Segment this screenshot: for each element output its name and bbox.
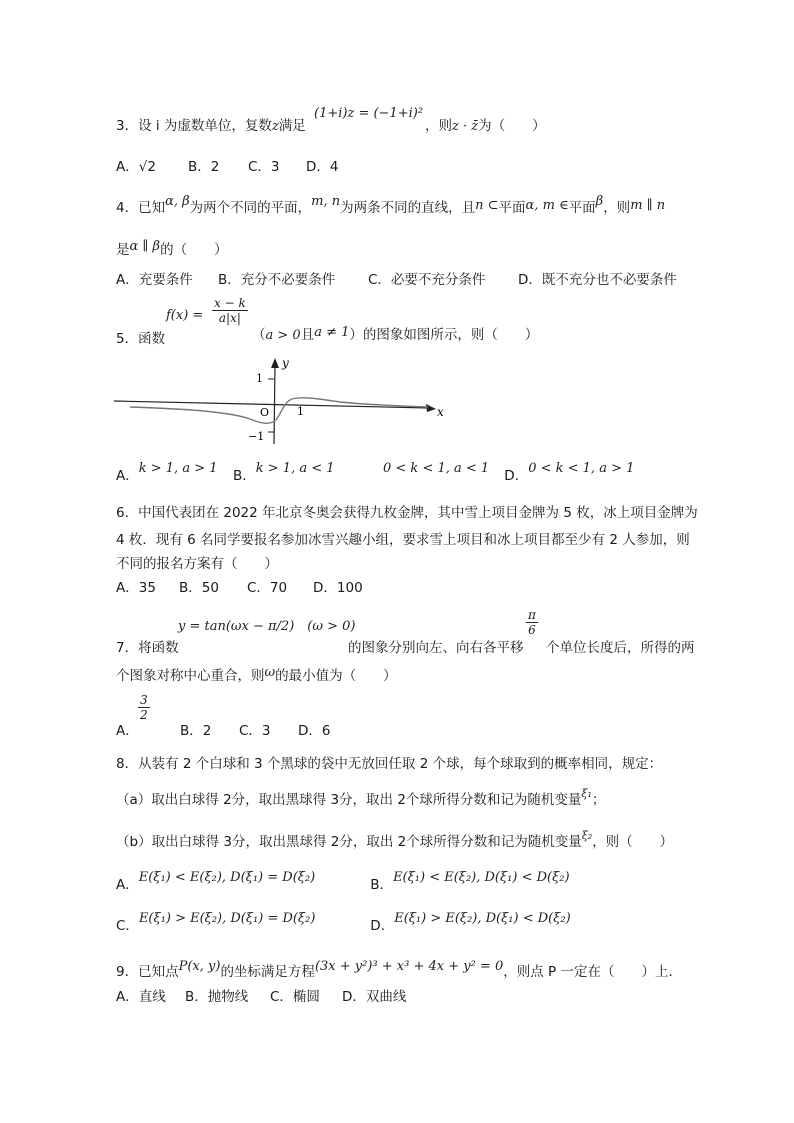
q5-label-1-y: 1: [256, 372, 263, 385]
q8-option-d-expr: E(ξ₁) > E(ξ₂), D(ξ₁) < D(ξ₂): [394, 911, 571, 926]
q7-option-c[interactable]: C．3: [239, 723, 271, 739]
q9-text-b: 的坐标满足方程: [220, 964, 315, 980]
q3-option-c[interactable]: C．3: [248, 159, 280, 175]
q8-xi1: ξ₁: [581, 787, 592, 800]
q5-option-d-label: D．: [504, 468, 529, 484]
q4-alpha-beta: α, β: [165, 194, 190, 209]
q5-fx: f(x) =: [166, 308, 204, 323]
q7-text-a: 7．将函数: [116, 640, 179, 656]
q4-text-e: 平面: [568, 200, 596, 216]
q8-line-b-text: （b）取出白球得 3分，取出黑球得 2分，取出 2个球所得分数和记为随机变量: [116, 834, 582, 850]
q9-option-a[interactable]: A．直线: [116, 989, 166, 1005]
q4-text-d: 平面: [498, 200, 526, 216]
q4-option-c[interactable]: C．必要不充分条件: [368, 272, 486, 288]
q5-option-d-expr: 0 < k < 1, a > 1: [528, 461, 635, 476]
q8-line-b-end: ，则（ ）: [592, 834, 674, 850]
q8-option-a-expr: E(ξ₁) < E(ξ₂), D(ξ₁) = D(ξ₂): [138, 870, 316, 885]
q8-option-c-expr: E(ξ₁) > E(ξ₂), D(ξ₁) = D(ξ₂): [138, 911, 316, 926]
q8-line-a: [116, 788, 605, 808]
q8-xi2: ξ₂: [581, 829, 593, 842]
q7-omega: ω: [264, 665, 276, 680]
q7-line2-b: 的最小值为（ ）: [275, 668, 397, 684]
q7-options: [116, 693, 331, 739]
q4-text-a: 4．已知: [116, 200, 166, 216]
q8-line-a-end: ；: [591, 792, 606, 808]
q7-option-d[interactable]: D．6: [298, 723, 331, 739]
q4-n-subset: n ⊂: [475, 198, 499, 213]
q3-text-d: 为（ ）: [478, 118, 546, 134]
q8-option-b[interactable]: [366, 870, 570, 893]
q8-option-b-label: B．: [370, 877, 394, 893]
q7-text-b: 的图象分别向左、向右各平移: [348, 640, 524, 656]
q5-cond-open: （: [252, 327, 266, 343]
q5-cond-1: a > 0: [265, 328, 301, 343]
q7-shift-fraction: [526, 608, 538, 637]
q7-option-b[interactable]: B．2: [180, 723, 212, 739]
q9-option-c[interactable]: C．椭圆: [270, 989, 320, 1005]
q6-option-a[interactable]: A．35: [116, 580, 156, 596]
q3-text-a: 3．设 i 为虚数单位，复数: [116, 118, 272, 134]
q5-option-a-expr: k > 1, a > 1: [138, 461, 218, 476]
q5-denominator: a|x|: [218, 311, 241, 325]
q7-line2-a: 个图象对称中心重合，则: [116, 668, 265, 684]
q5-option-a[interactable]: [116, 461, 233, 484]
q6-option-b[interactable]: B．50: [179, 580, 219, 596]
q9-options: [116, 985, 406, 1005]
q8-option-c-label: C．: [116, 918, 139, 934]
q5-options: [116, 461, 635, 484]
q5-condition: [252, 323, 538, 343]
q4-m-par-n: m ∥ n: [630, 198, 666, 213]
q4-text-g: 是: [116, 242, 130, 258]
q5-label-origin: O: [260, 406, 270, 419]
q5-y-axis-arrow: [271, 358, 279, 368]
q5-label-x: x: [437, 405, 444, 419]
q8-option-d-label: D．: [370, 918, 395, 934]
q5-text-a: 5．函数: [116, 331, 166, 347]
q3-option-b[interactable]: B．2: [188, 159, 220, 175]
q8-option-b-expr: E(ξ₁) < E(ξ₂), D(ξ₁) < D(ξ₂): [393, 870, 570, 885]
q4-beta: β: [595, 194, 604, 209]
q5-option-c[interactable]: [383, 461, 500, 484]
q5-cond-close: ）的图象如图所示，则（ ）: [349, 327, 539, 343]
q5-option-b[interactable]: [233, 461, 383, 484]
q6-option-c[interactable]: C．70: [247, 580, 288, 596]
q4-m-n: m, n: [311, 194, 341, 209]
q6-option-d[interactable]: D．100: [313, 580, 363, 596]
q3-text-c: ，则: [425, 118, 452, 134]
q4-line-2: [116, 238, 228, 258]
q4-option-a[interactable]: A．充要条件: [116, 272, 193, 288]
q4-option-b[interactable]: B．充分不必要条件: [218, 272, 336, 288]
q5-y-axis: [274, 364, 275, 444]
q5-label-1-x: 1: [297, 405, 304, 418]
q4-text-b: 为两个不同的平面，: [189, 200, 312, 216]
q3-stem: [116, 114, 306, 134]
q4-text-f: ，则: [603, 200, 631, 216]
q7-option-a[interactable]: [116, 693, 180, 739]
q5-option-c-expr: 0 < k < 1, a < 1: [383, 461, 490, 476]
q9-text-a: 9．已知点: [116, 964, 179, 980]
q7-line-2: [116, 664, 397, 684]
q7-shift-den: 6: [528, 623, 536, 637]
q9-stem: [116, 960, 682, 980]
q8-option-a[interactable]: [116, 870, 366, 893]
q7-option-a-den: 2: [140, 708, 148, 722]
q5-cond-2: a ≠ 1: [314, 325, 350, 340]
q8-option-d[interactable]: [366, 911, 571, 934]
q4-alpha-par-beta: α ∥ β: [129, 239, 161, 254]
q4-option-d[interactable]: D．既不充分也不必要条件: [518, 272, 677, 288]
q3-expr: z · z̄: [452, 119, 479, 134]
q8-line-a-text: （a）取出白球得 2分，取出黑球得 3分，取出 2个球所得分数和记为随机变量: [116, 792, 582, 808]
q5-numerator: x − k: [214, 296, 246, 310]
q7-option-a-label: A．: [116, 723, 139, 739]
q5-option-a-label: A．: [116, 468, 139, 484]
q6-line-1: 6．中国代表团在 2022 年北京冬奥会获得九枚金牌，其中雪上项目金牌为 5 枚，冰上项目金牌为: [116, 505, 698, 521]
q7-text-c: 个单位长度后，所得的两: [546, 640, 695, 656]
q4-alpha-m: α, m ∈: [525, 198, 569, 213]
q5-curve: [130, 398, 428, 424]
q6-line-3: 不同的报名方案有（ ）: [116, 556, 278, 572]
q6-options: [116, 576, 363, 596]
q8-options-row-2: [116, 911, 571, 934]
q9-point: P(x, y): [178, 959, 221, 974]
q8-option-c[interactable]: [116, 911, 366, 934]
q9-equation: (3x + y²)³ + x³ + 4x + y² = 0: [314, 959, 504, 974]
q7-option-a-num: 3: [140, 693, 148, 707]
q5-label-neg1: −1: [248, 430, 265, 443]
q7-option-a-fraction: [138, 693, 150, 722]
q8-line-b: [116, 830, 673, 850]
q5-x-axis-arrow: [426, 404, 436, 412]
q4-options: [116, 268, 677, 288]
q4-line-1: [116, 196, 665, 216]
q5-option-d[interactable]: [500, 461, 635, 484]
q8-line-1: 8．从装有 2 个白球和 3 个黑球的袋中无放回任取 2 个球，每个球取到的概率相同，规定：: [116, 756, 663, 772]
q3-option-d[interactable]: D．4: [306, 159, 339, 175]
q3-text-b: 满足: [278, 118, 306, 134]
q3-equation: (1+i)z = (−1+i)²: [314, 106, 424, 121]
q4-text-c: 为两条不同的直线，且: [340, 200, 476, 216]
q9-option-b[interactable]: B．抛物线: [185, 989, 249, 1005]
q5-function-graph: [110, 352, 450, 447]
q3-options: [116, 155, 338, 175]
q8-options-row-1: [116, 870, 570, 893]
q7-shift-num: π: [528, 608, 536, 622]
q5-label-y: y: [282, 356, 289, 370]
q3-stem-end: [425, 114, 546, 134]
q3-var-z: z: [271, 119, 279, 134]
q5-fraction: [212, 296, 248, 325]
q9-text-c: ，则点 P 一定在（ ）上．: [503, 964, 682, 980]
q9-option-d[interactable]: D．双曲线: [342, 989, 407, 1005]
q3-option-a[interactable]: A．√2: [116, 159, 156, 175]
q5-option-b-expr: k > 1, a < 1: [255, 461, 335, 476]
q4-text-h: 的（ ）: [160, 242, 228, 258]
q6-line-2: 4 枚．现有 6 名同学要报名参加冰雪兴趣小组，要求雪上项目和冰上项目都至少有 2 人参加，则: [116, 532, 690, 548]
q8-option-a-label: A．: [116, 877, 139, 893]
q7-function: y = tan(ωx − π/2) (ω > 0): [178, 619, 356, 634]
q5-option-b-label: B．: [233, 468, 256, 484]
q5-cond-mid: 且: [300, 327, 315, 343]
